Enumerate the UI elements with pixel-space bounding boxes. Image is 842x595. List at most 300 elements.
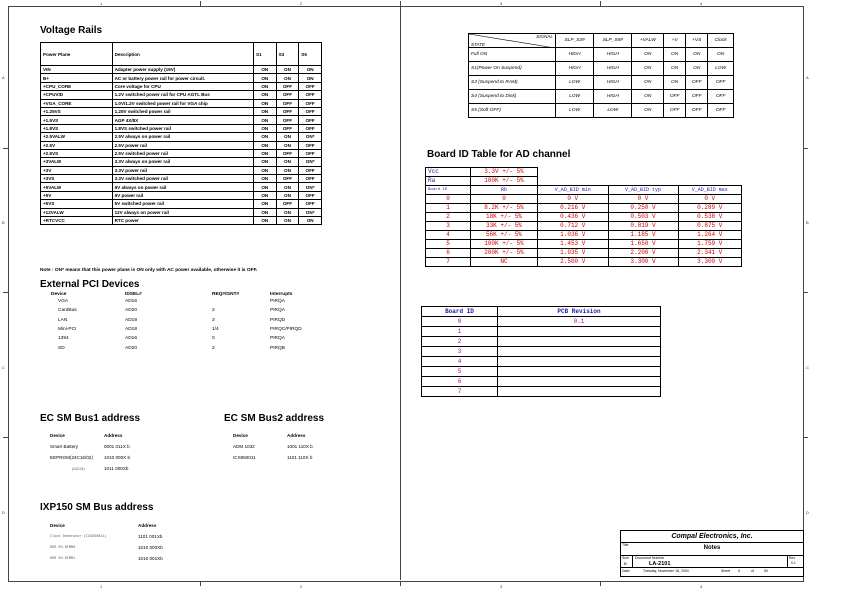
table-cell: OFF (299, 141, 322, 149)
table-cell: +12VALW (41, 208, 113, 216)
zone-tick (600, 581, 601, 586)
table-cell: ON (254, 217, 277, 225)
table-cell: 0.875 V (678, 222, 742, 231)
zone-tick (803, 292, 808, 293)
table-cell: EEPROM(24C16/02) (50, 455, 93, 460)
table-row (50, 325, 310, 334)
sheet-label: Sheet (721, 569, 731, 573)
table-cell: ON* (299, 158, 322, 166)
table-cell: 8.2K +/- 5% (471, 204, 538, 213)
col-header: V_AD_BID min (538, 186, 609, 195)
table-row (469, 62, 734, 76)
table-cell: SD (58, 345, 65, 351)
table-row (426, 258, 742, 267)
table-cell: +CPUVID (41, 91, 113, 99)
table-row (41, 91, 322, 99)
zone-tick (803, 437, 808, 438)
table-cell: 2 (422, 337, 498, 347)
zone-tick (400, 581, 401, 586)
table-cell: ON (254, 183, 277, 191)
table-row (422, 337, 661, 347)
col-header: Interrupts (270, 292, 293, 297)
zone-tick (600, 1, 601, 6)
table-cell: OFF (664, 90, 686, 104)
table-cell: 56K +/- 5% (471, 231, 538, 240)
table-cell: 1.759 V (678, 240, 742, 249)
table-cell: 0.712 V (538, 222, 609, 231)
zone-label: B (2, 220, 5, 225)
table-cell: OFF (276, 124, 299, 132)
col-header: Board ID (422, 307, 498, 317)
table-cell: AD16 (125, 336, 137, 342)
col-header: +V (664, 34, 686, 48)
table-cell: OFF (299, 107, 322, 115)
col-header: Clock (708, 34, 734, 48)
table-cell: OFF (299, 175, 322, 183)
table-cell: AD20 (125, 308, 137, 314)
table-row (469, 48, 734, 62)
table-cell: (24C04) (72, 466, 85, 471)
table-cell: PIRQB (270, 345, 285, 351)
table-cell: +1.8VS (41, 124, 113, 132)
rev-label: Rev (789, 556, 796, 560)
col-header: Address (287, 432, 306, 438)
table-cell: 0.436 V (538, 213, 609, 222)
table-row (41, 175, 322, 183)
table-row (41, 133, 322, 141)
col-header: +VS (686, 34, 708, 48)
table-cell: AD18 (125, 327, 137, 333)
table-row (422, 327, 661, 337)
table-cell: ON (276, 66, 299, 74)
table-cell: 1.650 V (608, 240, 678, 249)
table-cell: ON (276, 183, 299, 191)
table-cell: ADM 1032 (233, 444, 255, 449)
table-cell: +2.5VS (41, 149, 113, 157)
table-row (426, 204, 742, 213)
table-cell: ON (686, 62, 708, 76)
table-row (41, 158, 322, 166)
board-id-table (425, 167, 742, 267)
table-cell: HIGH (594, 62, 632, 76)
table-cell: ON (276, 166, 299, 174)
board-id-title: Board ID Table for AD channel (427, 149, 571, 160)
table-cell: OFF (299, 124, 322, 132)
table-cell: 5V power rail (112, 191, 253, 199)
table-cell: 1394 (58, 336, 69, 342)
zone-tick (400, 1, 401, 6)
table-cell: AD20 (125, 345, 137, 351)
table-cell: OFF (299, 82, 322, 90)
table-cell: OFF (686, 90, 708, 104)
col-header: Device (51, 292, 67, 297)
table-row (41, 107, 322, 115)
table-cell: +RTCVCC (41, 217, 113, 225)
table-cell: 1.8VS switched power rail (112, 124, 253, 132)
col-header: S3 (276, 43, 299, 66)
table-cell: 2.500 V (538, 258, 609, 267)
col-header: Address (138, 522, 157, 528)
ixp-smbus-table (50, 519, 180, 564)
table-cell: OFF (708, 76, 734, 90)
table-cell: 7 (422, 387, 498, 397)
table-cell: ON (276, 74, 299, 82)
zone-label: 3 (500, 1, 503, 6)
table-cell: 0 (212, 336, 215, 342)
table-row (426, 222, 742, 231)
table-cell: OFF (299, 149, 322, 157)
zone-label: A (806, 75, 809, 80)
table-cell: 1.935 V (538, 249, 609, 258)
col-header: Device (50, 522, 65, 528)
table-cell: 7 (426, 258, 471, 267)
table-cell: 1010 000X b (104, 455, 131, 460)
zone-tick (200, 581, 201, 586)
table-cell: Mini-PCI (58, 327, 77, 333)
table-cell: 0 V (538, 195, 609, 204)
table-cell: 0 (426, 195, 471, 204)
col-header: Description (112, 43, 253, 66)
zone-label: D (806, 510, 809, 515)
table-cell: ON (254, 166, 277, 174)
zone-label: 1 (100, 584, 103, 589)
date-label: Date: (622, 569, 631, 573)
table-cell (211, 297, 269, 306)
table-cell: +CPU_CORE (41, 82, 113, 90)
table-cell: 3.3V switched power rail (112, 175, 253, 183)
table-cell: ON (276, 158, 299, 166)
of-label: of (751, 569, 754, 573)
zone-label: B (806, 220, 809, 225)
pci-devices-table (50, 292, 310, 353)
table-cell: OFF (276, 91, 299, 99)
table-row (41, 200, 322, 208)
table-cell: 0.819 V (608, 222, 678, 231)
voltage-rails-title: Voltage Rails (40, 25, 103, 36)
table-cell: HIGH (594, 76, 632, 90)
table-cell: ON (254, 116, 277, 124)
table-cell: 3 (422, 347, 498, 357)
zone-label: 1 (100, 1, 103, 6)
table-row (426, 249, 742, 258)
table-cell: DDR SO-DIMM1 (50, 556, 76, 561)
table-row (50, 531, 180, 542)
col-header: Address (104, 432, 123, 438)
table-cell: ON (254, 200, 277, 208)
table-cell: NC (471, 258, 538, 267)
company-name: Compal Electronics, Inc. (621, 531, 803, 543)
table-cell: 0001 011X b (104, 444, 130, 449)
table-cell: PIRQD (270, 317, 286, 323)
table-cell: 1010 001Xb (138, 556, 163, 561)
table-cell: 0.503 V (608, 213, 678, 222)
table-row (50, 334, 310, 343)
table-cell: AGP 4X/8X (112, 116, 253, 124)
table-row (422, 367, 661, 377)
zone-label: 4 (700, 1, 703, 6)
table-cell: 1.036 V (538, 231, 609, 240)
col-header: REQ#/GNT# (212, 292, 240, 297)
table-cell: +5VALW (41, 183, 113, 191)
table-cell: HIGH (594, 90, 632, 104)
doc-number-label: Document Number (635, 556, 665, 560)
table-cell: ON (254, 124, 277, 132)
table-cell: ON (664, 48, 686, 62)
table-cell: 1.264 V (678, 231, 742, 240)
voltage-rails-table (40, 42, 322, 225)
table-cell: ON (632, 104, 664, 118)
power-state-table (468, 33, 734, 118)
col-header: Device (233, 432, 248, 438)
col-header: Device (50, 432, 65, 438)
table-cell: 3.3V always on power rail (112, 158, 253, 166)
table-cell: AD19 (125, 317, 137, 323)
col-header: +VALW (632, 34, 664, 48)
table-cell: 100K +/- 5% (471, 240, 538, 249)
ra-value: 100K +/- 5% (471, 177, 538, 186)
table-cell: 1/4 (212, 327, 219, 333)
table-cell: HIGH (556, 62, 594, 76)
col-header: S5 (299, 43, 322, 66)
table-cell: OFF (276, 116, 299, 124)
table-cell: ON (276, 133, 299, 141)
table-cell: ON (299, 66, 322, 74)
table-cell: ON (632, 48, 664, 62)
smbus2-title: EC SM Bus2 address (224, 413, 325, 424)
pcb-revision-table (421, 306, 661, 397)
table-cell: ON (254, 99, 277, 107)
table-cell: ON (254, 133, 277, 141)
table-cell: Full ON (469, 48, 556, 62)
table-cell: 1101 110X b (287, 455, 313, 460)
table-cell (498, 337, 661, 347)
table-row (422, 347, 661, 357)
table-cell: 2.5V power rail (112, 141, 253, 149)
table-row (50, 441, 160, 452)
table-cell: S1(Power On Suspend) (469, 62, 556, 76)
table-cell: 1001 110X b (287, 444, 313, 449)
table-cell: 1.185 V (608, 231, 678, 240)
table-row (422, 377, 661, 387)
table-cell: ON (664, 76, 686, 90)
table-cell: AD16 (125, 299, 137, 305)
table-cell: ON (254, 158, 277, 166)
table-cell (498, 347, 661, 357)
zone-tick (3, 148, 8, 149)
table-cell: OFF (686, 76, 708, 90)
table-cell: +3VALW (41, 158, 113, 166)
table-cell: 5V always on power rail (112, 183, 253, 191)
table-cell: ON (664, 62, 686, 76)
table-row (422, 357, 661, 367)
table-cell: 1010 000Xb (138, 545, 163, 550)
table-row (422, 387, 661, 397)
table-cell: Adapter power supply (19V) (112, 66, 253, 74)
table-cell: ON (254, 74, 277, 82)
sheet-total: 50 (764, 569, 768, 573)
col-header: S1 (254, 43, 277, 66)
table-cell: LOW (556, 104, 594, 118)
smbus1-table (50, 429, 160, 474)
table-row (426, 240, 742, 249)
size-value: B (624, 561, 627, 566)
table-cell: 5 (426, 240, 471, 249)
table-cell: RTC power (112, 217, 253, 225)
zone-tick (3, 437, 8, 438)
col-header: Rb (471, 186, 538, 195)
table-row (41, 74, 322, 82)
zone-label: 3 (500, 584, 503, 589)
table-cell (498, 367, 661, 377)
table-cell: +1.25VS (41, 107, 113, 115)
table-cell: 33K +/- 5% (471, 222, 538, 231)
pci-devices-title: External PCI Devices (40, 279, 140, 290)
table-cell: 0.289 V (678, 204, 742, 213)
table-cell: 2.5V always on power rail (112, 133, 253, 141)
col-header: IDSEL# (125, 292, 142, 297)
table-cell: ON (254, 208, 277, 216)
zone-label: 4 (700, 584, 703, 589)
voltage-rails-note: Note : ON* means that this power plane is ON only with AC power available, otherwise it is OFF. (40, 268, 258, 273)
zone-label: D (2, 510, 5, 515)
table-cell: Smart Battery (50, 444, 79, 449)
table-cell: ON (254, 175, 277, 183)
table-row (41, 183, 322, 191)
table-cell: +2.5V (41, 141, 113, 149)
table-cell: 0.1 (498, 317, 661, 327)
table-cell: ON* (299, 133, 322, 141)
table-cell: ON (299, 74, 322, 82)
col-header: Power Plane (41, 43, 113, 66)
table-cell: 5 (422, 367, 498, 377)
table-cell: ON (632, 62, 664, 76)
table-cell: 18K +/- 5% (471, 213, 538, 222)
table-cell: OFF (276, 82, 299, 90)
table-row (41, 217, 322, 225)
table-cell: LOW (708, 62, 734, 76)
table-cell: ON (632, 90, 664, 104)
table-cell: 0.538 V (678, 213, 742, 222)
table-cell: LOW (556, 76, 594, 90)
table-cell: 2.341 V (678, 249, 742, 258)
zone-label: 2 (300, 1, 303, 6)
table-row (50, 463, 160, 474)
table-cell: 4 (422, 357, 498, 367)
table-row (50, 553, 180, 564)
ixp-smbus-title: IXP150 SM Bus address (40, 502, 154, 513)
zone-label: A (2, 75, 5, 80)
state-signal-corner (469, 34, 556, 48)
table-cell (498, 327, 661, 337)
table-cell: OFF (299, 91, 322, 99)
size-label: Size (622, 556, 629, 560)
table-row (233, 441, 333, 452)
col-header: SLP_S5# (594, 34, 632, 48)
table-cell: DDR SO-DIMM0 (50, 545, 76, 550)
table-cell: 1.2V switched power rail for CPU AGTL Bus (112, 91, 253, 99)
table-cell: ON (254, 66, 277, 74)
table-cell: 1.453 V (538, 240, 609, 249)
table-row (422, 317, 661, 327)
table-cell: +3VS (41, 175, 113, 183)
table-row (50, 316, 310, 325)
col-header: V_AD_BID max (678, 186, 742, 195)
table-cell: Core voltage for CPU (112, 82, 253, 90)
table-cell: OFF (686, 104, 708, 118)
table-cell: PIRQA (270, 299, 285, 305)
zone-label: 2 (300, 584, 303, 589)
col-header: PCB Revision (498, 307, 661, 317)
state-label: STATE (471, 42, 486, 47)
table-row (469, 90, 734, 104)
table-row (41, 141, 322, 149)
table-cell: AC or battery power rail for power circuit. (112, 74, 253, 82)
table-cell (498, 377, 661, 387)
table-cell: OFF (299, 191, 322, 199)
table-cell: 6 (426, 249, 471, 258)
table-cell: OFF (664, 104, 686, 118)
table-cell: ON (276, 141, 299, 149)
table-cell: Clock Generator (ICS950811) (50, 534, 107, 539)
table-cell (498, 357, 661, 367)
table-cell: ON (254, 82, 277, 90)
table-cell: ON (632, 76, 664, 90)
col-header: SLP_S3# (556, 34, 594, 48)
table-cell: OFF (276, 99, 299, 107)
table-cell: 0 (471, 195, 538, 204)
table-cell: ON* (299, 208, 322, 216)
date-value: Tuesday, November 16, 2004 (643, 569, 689, 573)
table-row (41, 191, 322, 199)
table-cell: B+ (41, 74, 113, 82)
col-header: V_AD_BID typ (608, 186, 678, 195)
table-row (50, 306, 310, 315)
table-row (41, 116, 322, 124)
table-cell: 1.25V switched power rail (112, 107, 253, 115)
table-cell: HIGH (556, 48, 594, 62)
table-cell: S3 (Suspend to RAM) (469, 76, 556, 90)
table-row (41, 124, 322, 132)
table-cell: 1.0V/1.2V switched power rail for VGA chip (112, 99, 253, 107)
table-cell: 0.250 V (608, 204, 678, 213)
table-cell: +2.5VALW (41, 133, 113, 141)
table-row (41, 149, 322, 157)
table-cell: VGA (58, 299, 69, 305)
table-cell: OFF (276, 200, 299, 208)
table-cell: S5 (Soft OFF) (469, 104, 556, 118)
table-row (50, 452, 160, 463)
table-cell: 0 (422, 317, 498, 327)
table-cell: 1011 000Xb (104, 466, 129, 471)
table-cell: 1101 001Xb (138, 534, 163, 539)
smbus1-title: EC SM Bus1 address (40, 413, 141, 424)
table-cell: ON (254, 91, 277, 99)
table-cell: VIN (41, 66, 113, 74)
table-cell: OFF (276, 149, 299, 157)
table-cell: +5VS (41, 200, 113, 208)
table-cell: ON (708, 48, 734, 62)
table-cell: 12V always on power rail (112, 208, 253, 216)
sheet-divider (400, 7, 401, 580)
table-cell: 0 V (608, 195, 678, 204)
table-cell: 3 (212, 317, 215, 323)
table-cell: +5V (41, 191, 113, 199)
col-header: Board ID (426, 186, 471, 195)
table-cell: ON (254, 107, 277, 115)
table-cell: CardBus (58, 308, 77, 314)
table-cell: 3.3V power rail (112, 166, 253, 174)
table-cell (498, 387, 661, 397)
